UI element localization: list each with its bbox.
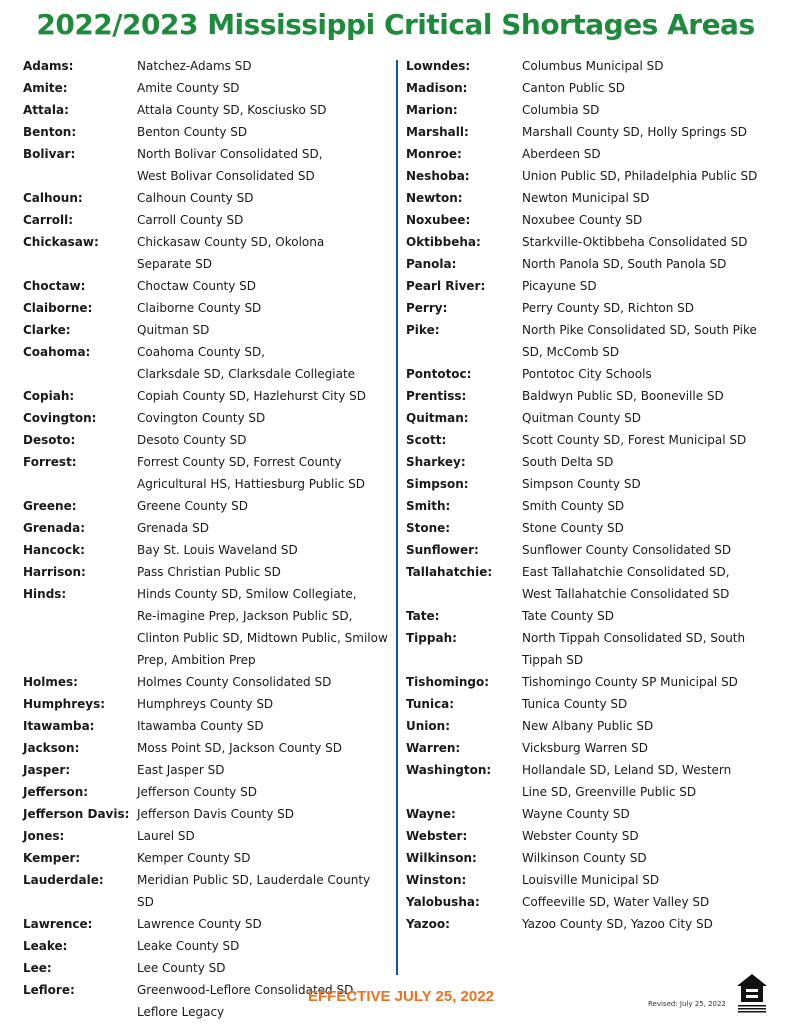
district-list: Itawamba County SD: [137, 719, 264, 733]
county-row: [406, 561, 776, 605]
county-name: Jasper:: [23, 763, 71, 777]
county-row: [23, 187, 388, 209]
district-list: Union Public SD, Philadelphia Public SD: [522, 169, 758, 183]
county-name: Jefferson Davis:: [23, 807, 130, 821]
county-row: [406, 891, 776, 913]
county-name: Leake:: [23, 939, 68, 953]
district-list: Quitman County SD: [522, 411, 641, 425]
county-row: [406, 803, 776, 825]
district-list: Canton Public SD: [522, 81, 625, 95]
county-row: [23, 693, 388, 715]
county-row: [406, 539, 776, 561]
county-row: [23, 319, 388, 341]
county-name: Attala:: [23, 103, 69, 117]
district-list: Jefferson Davis County SD: [137, 807, 295, 821]
county-row: [23, 451, 388, 495]
district-list: Meridian Public SD, Lauderdale County SD: [137, 873, 371, 909]
district-list: Benton County SD: [137, 125, 248, 139]
county-name: Choctaw:: [23, 279, 86, 293]
district-list: Vicksburg Warren SD: [522, 741, 648, 755]
county-row: [406, 407, 776, 429]
county-name: Simpson:: [406, 477, 469, 491]
district-list: Newton Municipal SD: [522, 191, 650, 205]
county-row: [406, 187, 776, 209]
county-row: [406, 165, 776, 187]
county-row: [406, 693, 776, 715]
county-row: [23, 935, 388, 957]
county-name: Claiborne:: [23, 301, 93, 315]
county-name: Carroll:: [23, 213, 74, 227]
county-row: [406, 627, 776, 671]
county-row: [406, 869, 776, 891]
county-name: Tallahatchie:: [406, 565, 493, 579]
district-list: North Pike Consolidated SD, South Pike SD, McComb SD: [522, 323, 757, 359]
county-name: Winston:: [406, 873, 467, 887]
county-row: [406, 363, 776, 385]
county-row: [23, 847, 388, 869]
county-row: [406, 825, 776, 847]
column-divider: [396, 60, 398, 975]
county-row: [406, 99, 776, 121]
county-name: Union:: [406, 719, 450, 733]
county-name: Panola:: [406, 257, 457, 271]
district-list: Calhoun County SD: [137, 191, 254, 205]
district-list: Attala County SD, Kosciusko SD: [137, 103, 327, 117]
county-row: [406, 913, 776, 935]
county-row: [23, 869, 388, 913]
county-name: Monroe:: [406, 147, 462, 161]
county-row: [23, 121, 388, 143]
county-name: Quitman:: [406, 411, 469, 425]
county-row: [23, 495, 388, 517]
district-list: Simpson County SD: [522, 477, 641, 491]
county-name: Lauderdale:: [23, 873, 104, 887]
district-list: Moss Point SD, Jackson County SD: [137, 741, 342, 755]
district-list: Bay St. Louis Waveland SD: [137, 543, 298, 557]
county-name: Copiah:: [23, 389, 75, 403]
county-name: Desoto:: [23, 433, 76, 447]
county-name: Washington:: [406, 763, 492, 777]
county-row: [23, 407, 388, 429]
district-list: Tishomingo County SP Municipal SD: [522, 675, 738, 689]
district-list: Laurel SD: [137, 829, 195, 843]
county-row: [23, 957, 388, 979]
county-row: [406, 451, 776, 473]
revised-date: Revised: July 25, 2022: [648, 1000, 726, 1008]
district-list: Humphreys County SD: [137, 697, 274, 711]
district-list: Natchez-Adams SD: [137, 59, 252, 73]
district-list: Kemper County SD: [137, 851, 251, 865]
county-name: Marshall:: [406, 125, 469, 139]
county-row: [23, 341, 388, 385]
district-list: Webster County SD: [522, 829, 639, 843]
district-list: South Delta SD: [522, 455, 614, 469]
district-list: Pontotoc City Schools: [522, 367, 652, 381]
county-name: Adams:: [23, 59, 74, 73]
county-name: Harrison:: [23, 565, 86, 579]
district-list: Quitman SD: [137, 323, 210, 337]
county-name: Hinds:: [23, 587, 67, 601]
county-name: Webster:: [406, 829, 468, 843]
district-list: Holmes County Consolidated SD: [137, 675, 332, 689]
county-name: Stone:: [406, 521, 451, 535]
county-name: Oktibbeha:: [406, 235, 481, 249]
page-title: 2022/2023 Mississippi Critical Shortages Areas: [36, 8, 755, 41]
district-list: Amite County SD: [137, 81, 240, 95]
district-list: Baldwyn Public SD, Booneville SD: [522, 389, 724, 403]
county-name: Itawamba:: [23, 719, 95, 733]
county-name: Warren:: [406, 741, 461, 755]
county-row: [406, 143, 776, 165]
district-list: Stone County SD: [522, 521, 624, 535]
county-name: Lawrence:: [23, 917, 93, 931]
county-row: [23, 825, 388, 847]
district-list: Wayne County SD: [522, 807, 630, 821]
county-row: [23, 737, 388, 759]
county-name: Kemper:: [23, 851, 81, 865]
district-list: Coahoma County SD, Clarksdale SD, Clarksdale Collegiate: [137, 345, 356, 381]
county-row: [406, 385, 776, 407]
county-row: [23, 671, 388, 693]
district-list: Yazoo County SD, Yazoo City SD: [522, 917, 713, 931]
district-list: Picayune SD: [522, 279, 597, 293]
county-name: Perry:: [406, 301, 448, 315]
county-row: [406, 275, 776, 297]
county-name: Yalobusha:: [406, 895, 480, 909]
district-list: Marshall County SD, Holly Springs SD: [522, 125, 747, 139]
county-row: [406, 847, 776, 869]
county-name: Jones:: [23, 829, 65, 843]
county-name: Forrest:: [23, 455, 77, 469]
county-row: [23, 275, 388, 297]
county-row: [406, 297, 776, 319]
county-name: Humphreys:: [23, 697, 106, 711]
county-row: [406, 605, 776, 627]
county-name: Wilkinson:: [406, 851, 477, 865]
county-row: [406, 517, 776, 539]
county-row: [406, 473, 776, 495]
county-name: Marion:: [406, 103, 458, 117]
county-name: Clarke:: [23, 323, 71, 337]
county-name: Yazoo:: [406, 917, 450, 931]
county-row: [23, 385, 388, 407]
district-list: East Tallahatchie Consolidated SD, West Tallahatchie Consolidated SD: [522, 565, 730, 601]
county-name: Grenada:: [23, 521, 86, 535]
county-row: [23, 561, 388, 583]
county-name: Lowndes:: [406, 59, 471, 73]
district-list: Desoto County SD: [137, 433, 247, 447]
county-name: Chickasaw:: [23, 235, 99, 249]
county-name: Sharkey:: [406, 455, 466, 469]
county-row: [406, 209, 776, 231]
district-list: Tunica County SD: [522, 697, 628, 711]
district-list: Copiah County SD, Hazlehurst City SD: [137, 389, 366, 403]
county-name: Madison:: [406, 81, 468, 95]
district-list: Greenwood-Leflore Consolidated SD, Leflore Legacy: [137, 983, 358, 1019]
district-list: Greene County SD: [137, 499, 248, 513]
district-list: Jefferson County SD: [137, 785, 257, 799]
district-list: Hollandale SD, Leland SD, Western Line SD, Greenville Public SD: [522, 763, 732, 799]
district-list: Lee County SD: [137, 961, 226, 975]
district-list: North Tippah Consolidated SD, South Tippah SD: [522, 631, 746, 667]
district-list: Leake County SD: [137, 939, 240, 953]
county-name: Covington:: [23, 411, 97, 425]
county-name: Smith:: [406, 499, 451, 513]
county-name: Hancock:: [23, 543, 85, 557]
county-row: [406, 319, 776, 363]
county-row: [23, 77, 388, 99]
district-list: Covington County SD: [137, 411, 266, 425]
county-name: Prentiss:: [406, 389, 467, 403]
county-name: Sunflower:: [406, 543, 479, 557]
district-list: North Panola SD, South Panola SD: [522, 257, 727, 271]
county-row: [23, 517, 388, 539]
district-list: Scott County SD, Forest Municipal SD: [522, 433, 747, 447]
district-list: Coffeeville SD, Water Valley SD: [522, 895, 710, 909]
county-row: [23, 539, 388, 561]
county-name: Jefferson:: [23, 785, 89, 799]
county-name: Pike:: [406, 323, 440, 337]
district-list: East Jasper SD: [137, 763, 225, 777]
county-name: Amite:: [23, 81, 68, 95]
district-list: Choctaw County SD: [137, 279, 257, 293]
county-row: [23, 759, 388, 781]
right-column: [406, 55, 776, 935]
district-list: North Bolivar Consolidated SD, West Bolivar Consolidated SD: [137, 147, 323, 183]
district-list: Forrest County SD, Forrest County Agricultural HS, Hattiesburg Public SD: [137, 455, 365, 491]
district-list: Aberdeen SD: [522, 147, 601, 161]
county-name: Jackson:: [23, 741, 80, 755]
district-list: Sunflower County Consolidated SD: [522, 543, 732, 557]
district-list: Perry County SD, Richton SD: [522, 301, 695, 315]
county-name: Calhoun:: [23, 191, 83, 205]
left-column: [23, 55, 388, 1023]
district-list: Wilkinson County SD: [522, 851, 647, 865]
district-list: Grenada SD: [137, 521, 209, 535]
district-list: Columbia SD: [522, 103, 600, 117]
county-name: Noxubee:: [406, 213, 471, 227]
county-row: [23, 429, 388, 451]
county-row: [406, 55, 776, 77]
equal-housing-opportunity-icon: [735, 972, 769, 1016]
county-row: [23, 99, 388, 121]
county-name: Leflore:: [23, 983, 75, 997]
county-name: Holmes:: [23, 675, 78, 689]
district-list: Lawrence County SD: [137, 917, 262, 931]
county-row: [406, 253, 776, 275]
district-list: Pass Christian Public SD: [137, 565, 281, 579]
county-row: [23, 297, 388, 319]
county-name: Pearl River:: [406, 279, 486, 293]
county-row: [23, 803, 388, 825]
county-row: [406, 429, 776, 451]
district-list: Chickasaw County SD, Okolona Separate SD: [137, 235, 325, 271]
district-list: Columbus Municipal SD: [522, 59, 664, 73]
county-name: Neshoba:: [406, 169, 470, 183]
county-row: [23, 231, 388, 275]
county-row: [23, 209, 388, 231]
district-list: Noxubee County SD: [522, 213, 643, 227]
effective-date: EFFECTIVE JULY 25, 2022: [308, 988, 494, 1005]
county-name: Scott:: [406, 433, 447, 447]
county-name: Wayne:: [406, 807, 456, 821]
county-row: [23, 143, 388, 187]
district-list: Hinds County SD, Smilow Collegiate, Re-imagine Prep, Jackson Public SD, Clinton Public SD, Midtown Public, Smilow Prep, Ambition Prep: [137, 587, 388, 667]
district-list: New Albany Public SD: [522, 719, 654, 733]
county-name: Benton:: [23, 125, 77, 139]
district-list: Louisville Municipal SD: [522, 873, 660, 887]
county-name: Pontotoc:: [406, 367, 472, 381]
county-row: [406, 121, 776, 143]
county-row: [406, 759, 776, 803]
district-list: Tate County SD: [522, 609, 615, 623]
district-list: Smith County SD: [522, 499, 625, 513]
county-name: Tate:: [406, 609, 440, 623]
county-row: [23, 583, 388, 671]
county-name: Tippah:: [406, 631, 457, 645]
county-name: Lee:: [23, 961, 52, 975]
county-row: [406, 495, 776, 517]
county-name: Newton:: [406, 191, 463, 205]
county-name: Bolivar:: [23, 147, 76, 161]
county-row: [406, 715, 776, 737]
county-row: [406, 77, 776, 99]
county-name: Greene:: [23, 499, 77, 513]
county-row: [23, 715, 388, 737]
district-list: Starkville-Oktibbeha Consolidated SD: [522, 235, 748, 249]
county-row: [23, 55, 388, 77]
county-row: [23, 781, 388, 803]
county-row: [406, 671, 776, 693]
county-name: Coahoma:: [23, 345, 91, 359]
district-list: Carroll County SD: [137, 213, 244, 227]
county-row: [23, 913, 388, 935]
county-name: Tishomingo:: [406, 675, 490, 689]
county-row: [406, 231, 776, 253]
county-name: Tunica:: [406, 697, 455, 711]
district-list: Claiborne County SD: [137, 301, 262, 315]
county-row: [406, 737, 776, 759]
